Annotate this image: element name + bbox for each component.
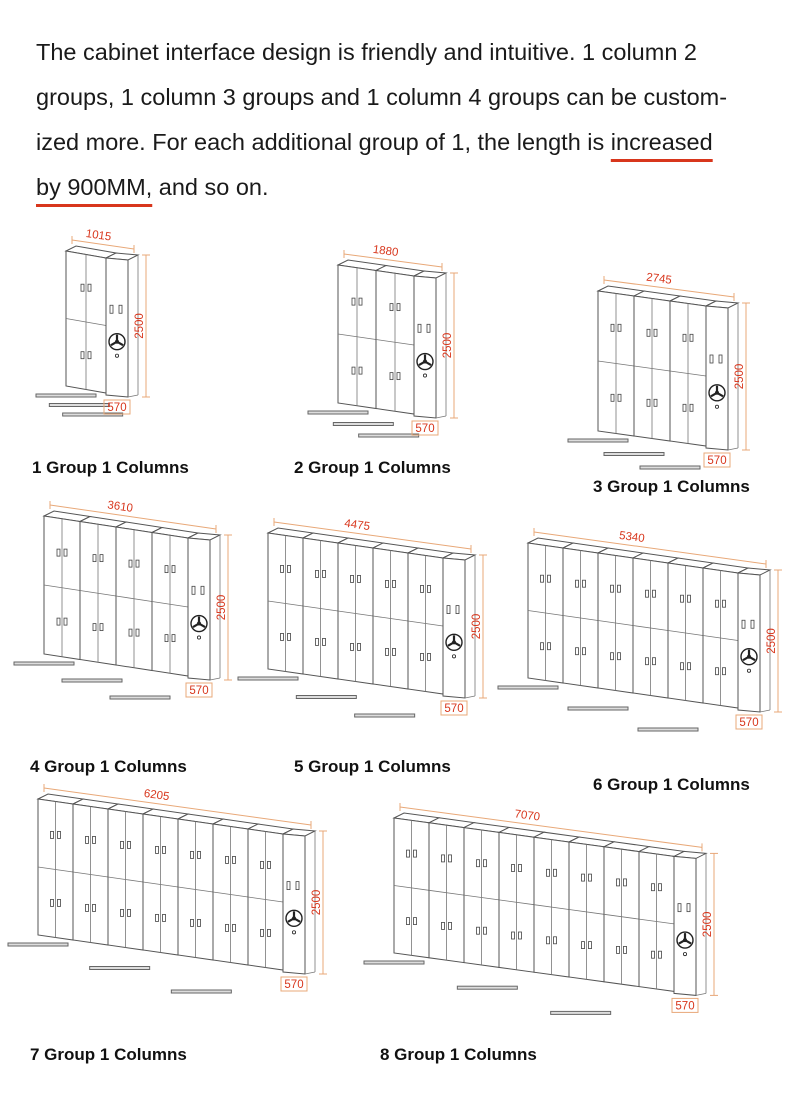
floor-rail xyxy=(359,434,419,437)
intro-line-2: groups, 1 column 3 groups and 1 column 4 groups can be custom- xyxy=(36,84,728,110)
height-dimension: 2500 xyxy=(134,313,146,339)
floor-rail xyxy=(36,394,96,397)
floor-rail xyxy=(171,990,231,993)
height-dimension: 2500 xyxy=(734,363,746,390)
depth-dimension: 570 xyxy=(739,717,759,729)
length-dimension: 2745 xyxy=(645,271,673,287)
depth-dimension: 570 xyxy=(415,423,435,435)
depth-dimension: 570 xyxy=(444,703,464,715)
floor-rail xyxy=(604,453,664,456)
length-dimension: 3610 xyxy=(106,499,134,515)
intro-highlight-increased: increased xyxy=(610,129,713,155)
floor-rail xyxy=(638,728,698,731)
floor-rail xyxy=(333,423,393,426)
intro-line-1: The cabinet interface design is friendly and intuitive. 1 column 2 xyxy=(36,39,697,65)
floor-rail xyxy=(364,961,424,964)
floor-rail xyxy=(568,439,628,442)
floor-rail xyxy=(8,943,68,946)
depth-dimension: 570 xyxy=(107,402,127,414)
height-dimension: 2500 xyxy=(216,594,228,621)
depth-dimension: 570 xyxy=(675,1000,695,1013)
floor-rail xyxy=(551,1011,611,1014)
length-dimension: 1880 xyxy=(372,243,400,260)
cabinet-config-5 xyxy=(238,518,487,776)
floor-rail xyxy=(14,662,74,665)
length-dimension: 4475 xyxy=(343,517,371,534)
length-dimension: 1015 xyxy=(84,228,112,244)
floor-rail xyxy=(90,967,150,970)
floor-rail xyxy=(457,986,517,989)
height-dimension: 2500 xyxy=(311,889,323,916)
floor-rail xyxy=(355,714,415,717)
floor-rail xyxy=(308,411,368,414)
intro-line-4-text: and so on. xyxy=(152,174,269,200)
intro-highlight-900mm: by 900MM, xyxy=(36,174,153,200)
cabinet-config-7 xyxy=(8,784,327,1064)
height-dimension: 2500 xyxy=(766,628,778,654)
depth-dimension: 570 xyxy=(707,455,727,467)
floor-rail xyxy=(238,677,298,680)
cabinet-config-2 xyxy=(294,244,458,477)
floor-rail xyxy=(62,679,122,682)
floor-rail xyxy=(296,696,356,699)
depth-dimension: 570 xyxy=(189,685,209,697)
height-dimension: 2500 xyxy=(702,911,714,938)
configuration-label: 4 Group 1 Columns xyxy=(30,757,187,776)
configuration-label: 1 Group 1 Columns xyxy=(32,458,189,477)
length-dimension: 6205 xyxy=(143,787,171,804)
cabinet-config-8 xyxy=(364,803,718,1064)
floor-rail xyxy=(640,466,700,469)
depth-dimension: 570 xyxy=(284,979,304,991)
configuration-label: 2 Group 1 Columns xyxy=(294,458,451,477)
length-dimension: 5340 xyxy=(618,529,646,546)
floor-rail xyxy=(498,686,558,689)
intro-line-3-text: ized more. For each additional group of 1, the length is xyxy=(36,129,611,155)
cabinet-config-6 xyxy=(498,528,782,794)
floor-rail xyxy=(49,404,109,407)
floor-rail xyxy=(568,707,628,710)
cabinet-config-3 xyxy=(568,272,750,496)
configuration-label: 3 Group 1 Columns xyxy=(593,477,750,496)
height-dimension: 2500 xyxy=(442,332,454,359)
configuration-label: 5 Group 1 Columns xyxy=(294,757,451,776)
floor-rail xyxy=(110,696,170,699)
configuration-label: 6 Group 1 Columns xyxy=(593,775,750,794)
configuration-label: 7 Group 1 Columns xyxy=(30,1045,187,1064)
cabinet-config-4 xyxy=(14,499,232,776)
height-dimension: 2500 xyxy=(471,613,483,640)
length-dimension: 7070 xyxy=(513,808,541,824)
cabinet-config-1 xyxy=(32,228,189,477)
configuration-label: 8 Group 1 Columns xyxy=(380,1045,537,1064)
